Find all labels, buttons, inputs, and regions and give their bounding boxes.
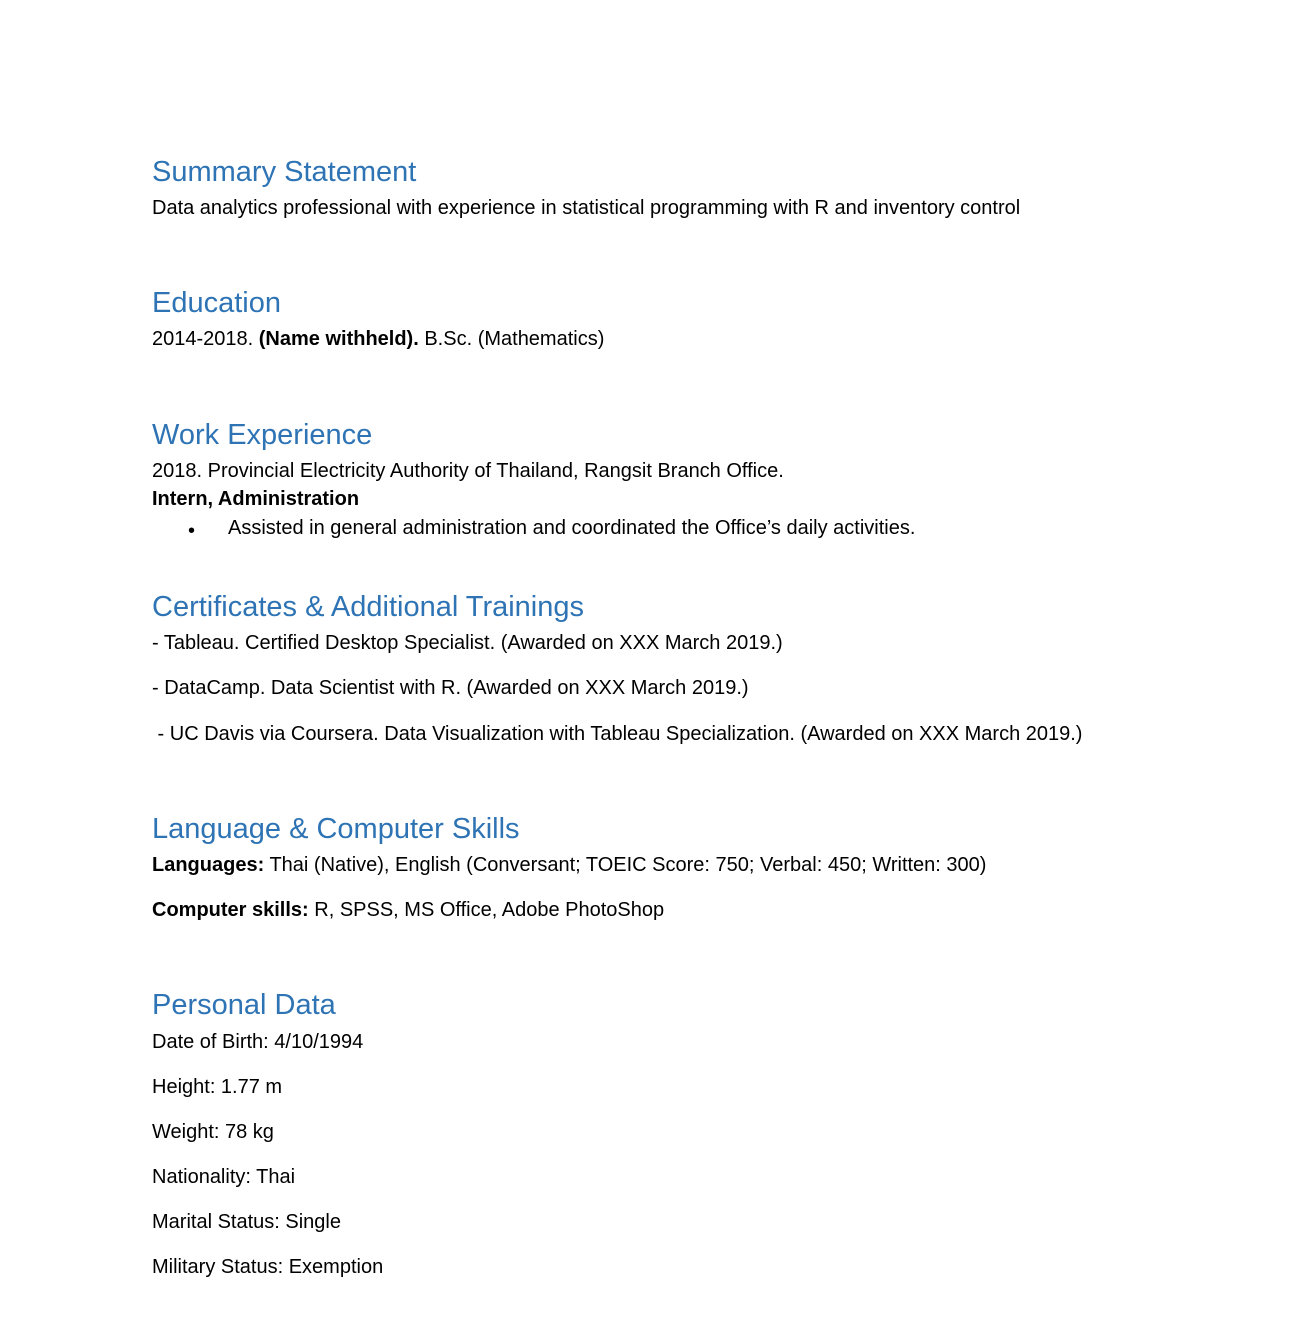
education-degree: B.Sc. (Mathematics) xyxy=(418,328,605,350)
languages-value: Thai (Native), English (Conversant; TOEIC Score: 750; Verbal: 450; Written: 300) xyxy=(264,854,987,876)
education-institution: (Name withheld). xyxy=(258,328,419,350)
certificate-item-datacamp: - DataCamp. Data Scientist with R. (Awarded on XXX March 2019.) xyxy=(152,677,749,699)
skills-heading: Language & Computer Skills xyxy=(152,813,520,845)
education-entry xyxy=(152,327,604,351)
languages-label: Languages: xyxy=(152,854,265,876)
personal-military-status: Military Status: Exemption xyxy=(152,1256,384,1278)
computer-skills-line xyxy=(152,898,664,922)
languages-line xyxy=(152,853,986,877)
certificate-item-coursera: - UC Davis via Coursera. Data Visualization with Tableau Specialization. (Awarded on XXX March 2019.) xyxy=(152,723,1083,745)
computer-skills-value: R, SPSS, MS Office, Adobe PhotoShop xyxy=(308,899,665,921)
computer-skills-label: Computer skills: xyxy=(152,899,309,921)
work-bullet-item: Assisted in general administration and coordinated the Office’s daily activities. xyxy=(228,517,916,539)
work-heading: Work Experience xyxy=(152,419,373,451)
bullet-icon: • xyxy=(188,520,196,542)
personal-weight: Weight: 78 kg xyxy=(152,1121,274,1143)
personal-heading: Personal Data xyxy=(152,989,336,1021)
education-heading: Education xyxy=(152,287,281,319)
work-title: Intern, Administration xyxy=(152,488,360,510)
certificate-item-tableau: - Tableau. Certified Desktop Specialist. (Awarded on XXX March 2019.) xyxy=(152,632,783,654)
personal-date-of-birth: Date of Birth: 4/10/1994 xyxy=(152,1031,364,1053)
personal-height: Height: 1.77 m xyxy=(152,1076,283,1098)
personal-nationality: Nationality: Thai xyxy=(152,1166,296,1188)
certificates-heading: Certificates & Additional Trainings xyxy=(152,591,584,623)
work-entry: 2018. Provincial Electricity Authority of Thailand, Rangsit Branch Office. xyxy=(152,460,784,482)
personal-marital-status: Marital Status: Single xyxy=(152,1211,341,1233)
summary-heading: Summary Statement xyxy=(152,156,417,188)
education-years: 2014-2018. xyxy=(152,328,259,350)
summary-text: Data analytics professional with experience in statistical programming with R and inventory control xyxy=(152,197,1021,219)
